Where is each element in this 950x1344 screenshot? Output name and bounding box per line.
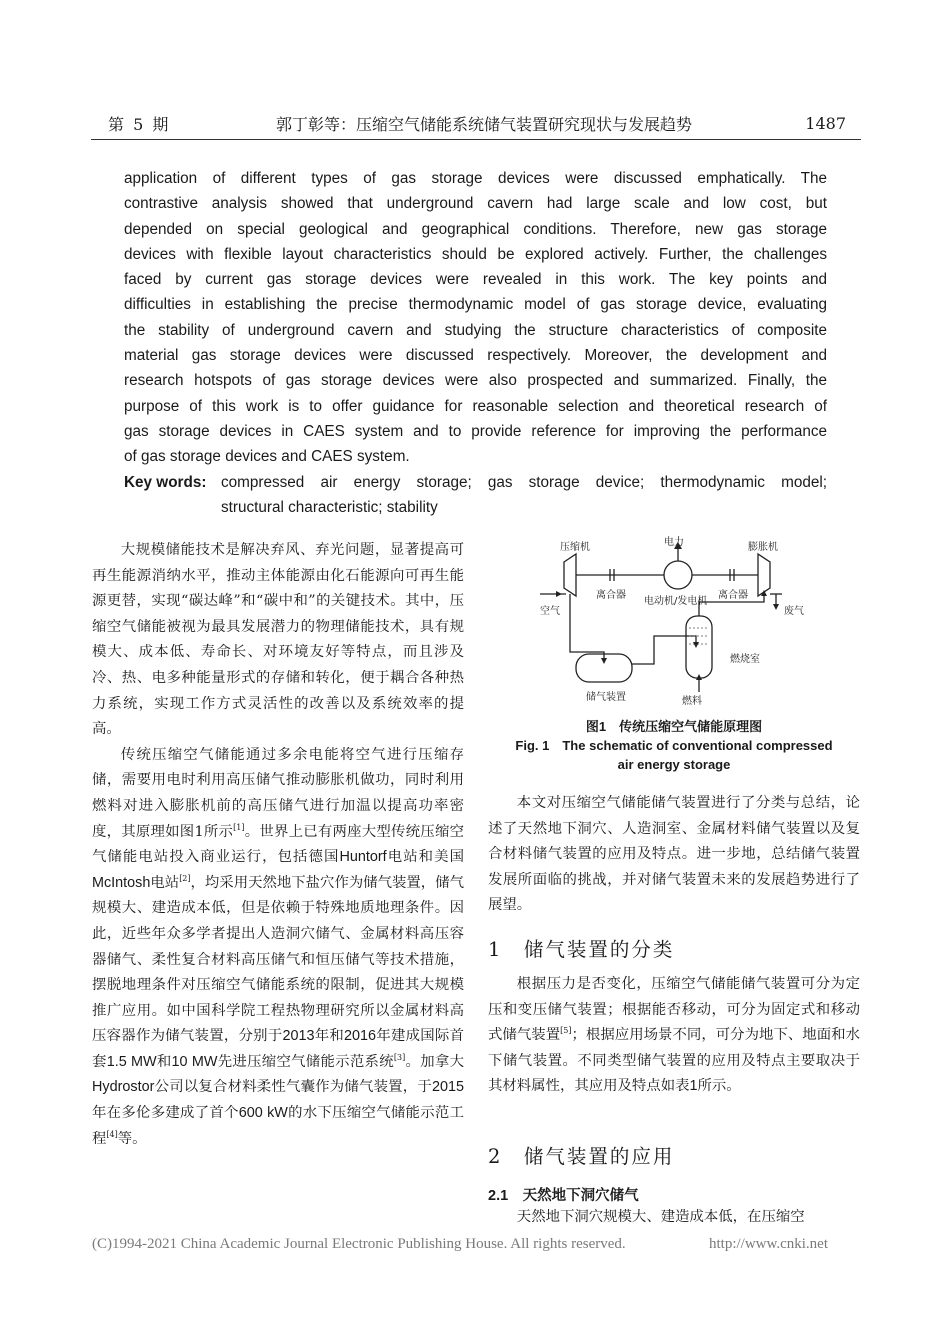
intro-paragraph-2: 传统压缩空气储能通过多余电能将空气进行压缩存储，需要用电时利用高压储气推动膨胀机做功，同时利用燃料对进入膨胀机前的高压储气进行加温以提高功率密度，其原理如图1所示[1]。世界上已有两座大型传统压缩空气储能电站投入商业运行，包括德国Huntorf电站和美国McIntosh电站[2]，均采用天然地下盐穴作为储气装置，储气规模大、建造成本低，但是依赖于特殊地质地理条件。因此，近些年众多学者提出人造洞穴储气、金属材料高压容器储气、柔性复合材料高压储气和恒压储气等技术措施，摆脱地理条件对压缩空气储能系统的限制，促进其大规模推广应用。如中国科学院工程热物理研究所以金属材料高压容器作为储气装置，分别于2013年和2016年建成国际首套1.5 MW和10 MW先进压缩空气储能示范系统[3]。加拿大Hydrostor公司以复合材料柔性气囊作为储气装置，于2015年在多伦多建成了首个600 kW的水下压缩空气储能示范工程[4]等。 [92,746,464,1147]
citation: [3] [393,1053,406,1063]
figure-caption-cn: 图1 传统压缩空气储能原理图 [585,719,763,734]
abstract-line: of gas storage devices and CAES system. [124,448,410,466]
label-compressor: 压缩机 [560,542,590,553]
citation: [2] [179,873,191,883]
natural-cavern-paragraph: 天然地下洞穴规模大、建造成本低，在压缩空 [516,1209,805,1225]
copyright-notice: (C)1994-2021 China Academic Journal Electronic Publishing House. All rights reserved. [92,1236,626,1252]
combustor-shape [686,616,712,678]
classification-paragraph: 根据压力是否变化，压缩空气储能储气装置可分为定压和变压储气装置；根据能否移动，可分为固定式和移动式储气装置[5]；根据应用场景不同，可分为地下、地面和水下储气装置。不同类型储气装置的应用及特点主要取决于其材料属性，其应用及特点如表1所示。 [488,976,860,1095]
abstract-line: devices with flexible layout characteristics should be explored actively. Further, the challenges [124,245,827,263]
abstract-line: material gas storage devices were discussed respectively. Moreover, the development and [124,347,827,365]
keywords-label: Key words: [124,474,207,491]
page-number: 1487 [805,114,846,133]
running-header [108,112,860,138]
keywords-text [221,470,827,521]
abstract-line: contrastive analysis showed that underground cavern had large scale and low cost, but [124,195,827,213]
citation: [5] [560,1026,572,1036]
keywords-line: structural characteristic; stability [221,499,438,517]
abstract-line: depended on special geological and geographical conditions. Therefore, new gas storage [124,220,827,238]
section-heading-1: 1 储气装置的分类 [488,938,675,961]
figure-caption-en: Fig. 1 The schematic of conventional compressed air energy storage [515,738,833,772]
label-fuel: 燃料 [682,696,702,707]
section-1-body [488,972,860,1100]
citation: [1] [233,822,245,832]
abstract-line: purpose of this work is to offer guidance for reasonable selection and theoretical research of [124,397,827,415]
right-column-intro [488,791,860,919]
issue-number: 第 5 期 [108,115,171,134]
caes-schematic-figure [536,532,822,712]
section-2-1-body [488,1205,860,1231]
citation: [4] [106,1129,118,1139]
label-storage: 储气装置 [586,692,626,703]
label-combustor: 燃烧室 [730,654,760,665]
left-column [92,538,464,1152]
expander-shape [758,554,770,596]
abstract-line: difficulties in establishing the precise thermodynamic model of gas storage device, evaluating [124,296,827,314]
subsection-heading-2-1: 2.1 天然地下洞穴储气 [488,1188,639,1204]
label-expander: 膨胀机 [748,542,778,553]
section-heading-2: 2 储气装置的应用 [488,1145,675,1168]
label-exhaust: 废气 [784,606,804,617]
header-rule [91,139,861,140]
label-clutch-right: 离合器 [718,590,748,601]
compressor-shape [564,554,576,596]
label-motor-generator: 电动机/发电机 [644,596,708,607]
running-title: 郭丁彰等：压缩空气储能系统储气装置研究现状与发展趋势 [275,115,692,134]
label-air: 空气 [540,606,560,617]
abstract-line: research hotspots of gas storage devices were also prospected and summarized. Finally, the [124,372,827,390]
intro-summary-paragraph: 本文对压缩空气储能储气装置进行了分类与总结，论述了天然地下洞穴、人造洞室、金属材料储气装置以及复合材料储气装置的应用及特点。进一步地，总结储气装置发展所面临的挑战，并对储气装置未来的发展趋势进行了展望。 [488,795,860,914]
abstract-line: gas storage devices in CAES system and to provide reference for improving the performance [124,422,827,440]
abstract-line: faced by current gas storage devices were revealed in this work. The key points and [124,271,827,289]
abstract [124,166,827,470]
footer-url[interactable]: http://www.cnki.net [708,1236,828,1252]
label-clutch-left: 离合器 [596,590,626,601]
abstract-line: application of different types of gas storage devices were discussed emphatically. The [124,170,827,187]
motor-generator-shape [664,561,692,589]
keywords-line: compressed air energy storage; gas storage device; thermodynamic model; [221,474,827,491]
abstract-line: the stability of underground cavern and studying the structure characteristics of composite [124,321,827,339]
intro-paragraph-1: 大规模储能技术是解决弃风、弃光问题，显著提高可再生能源消纳水平，推动主体能源由化石能源向可再生能源更替，实现“碳达峰”和“碳中和”的关键技术。其中，压缩空气储能被视为最具发展潜力的物理储能技术，具有规模大、成本低、寿命长、对环境友好等特点，而且涉及冷、热、电多种能量形式的存储和转化，便于耦合各种热力系统，实现工作方式灵活性的改善以及系统效率的提高。 [92,542,464,738]
label-power: 电力 [664,537,684,548]
